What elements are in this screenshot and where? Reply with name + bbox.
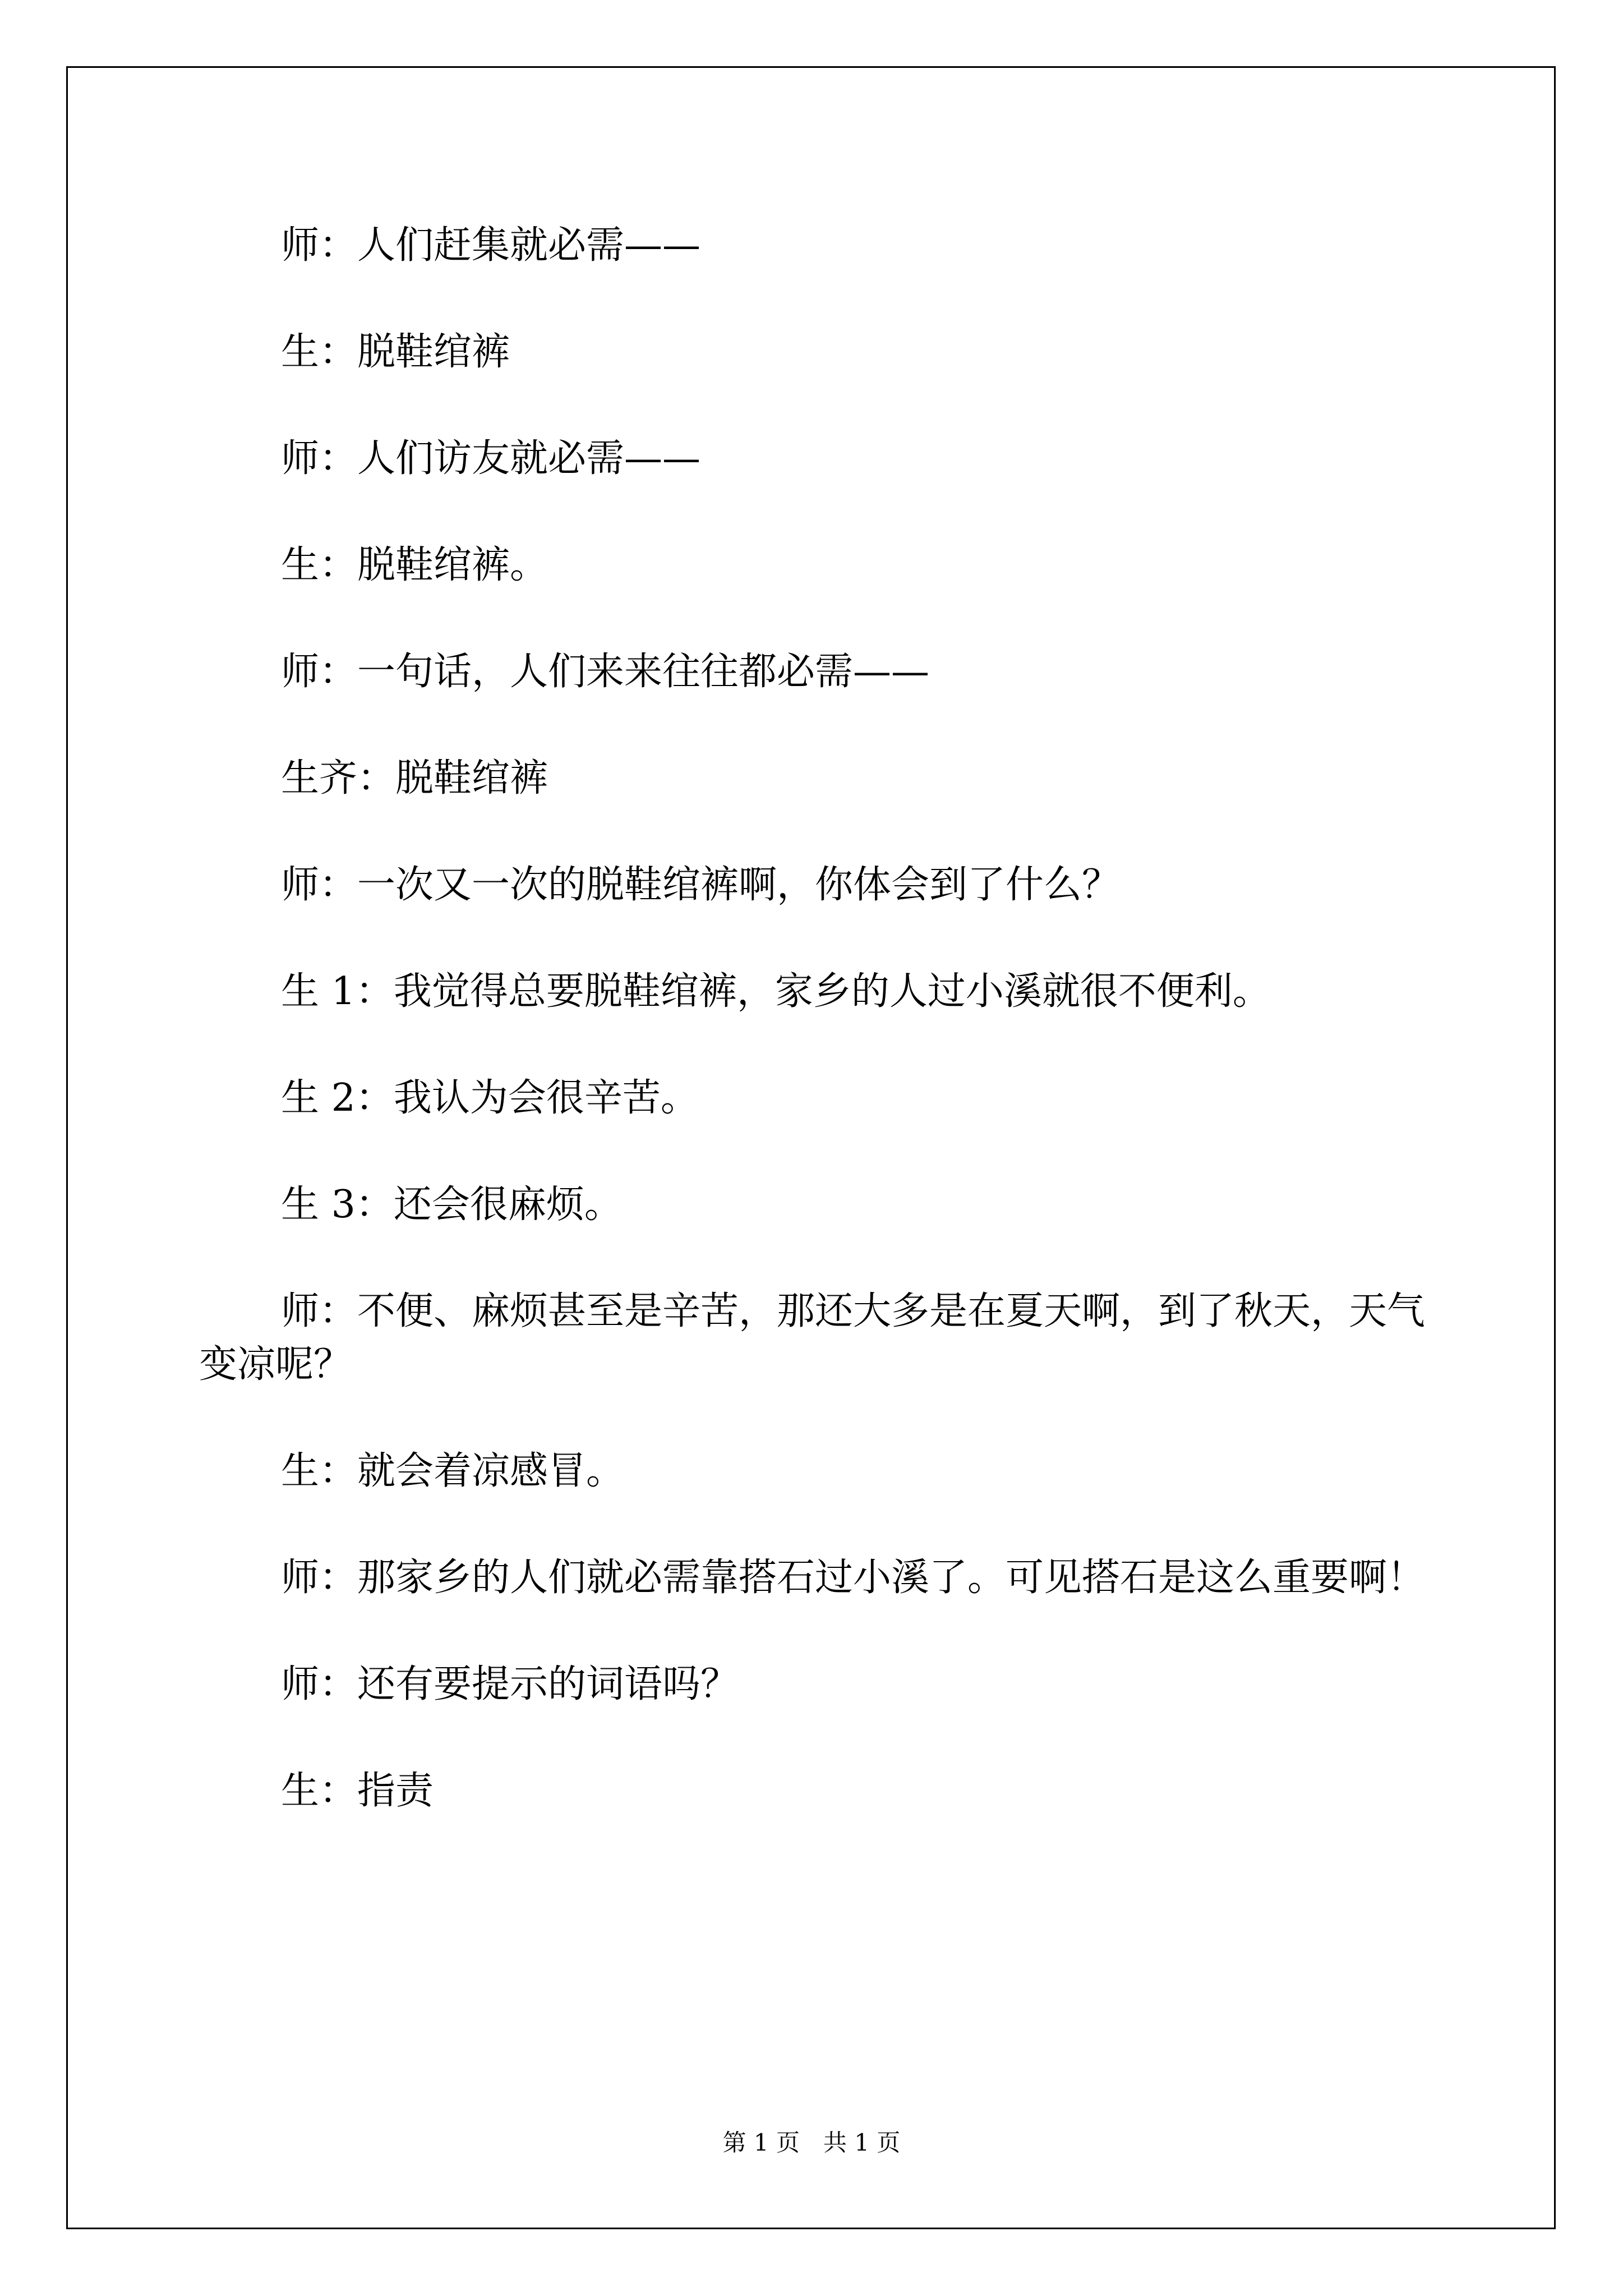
paragraph: 师：人们访友就必需—— (281, 436, 701, 481)
paragraph: 生：指责 (281, 1769, 434, 1813)
paragraph: 师：一次又一次的脱鞋绾裤啊，你体会到了什么？ (281, 863, 1121, 907)
page-footer: 第 1 页 共 1 页 (722, 2129, 901, 2156)
document-body (199, 219, 1433, 1871)
paragraph: 师：那家乡的人们就必需靠搭石过小溪了。可见搭石是这么重要啊！ (281, 1556, 1426, 1600)
paragraph: 生齐：脱鞋绾裤 (281, 756, 548, 800)
paragraph: 生 1：我觉得总要脱鞋绾裤，家乡的人过小溪就很不便利。 (281, 969, 1271, 1014)
paragraph: 生 3：还会很麻烦。 (281, 1182, 623, 1227)
paragraph: 师：人们赶集就必需—— (281, 223, 701, 268)
paragraph: 生 2：我认为会很辛苦。 (281, 1076, 699, 1120)
paragraph: 师：一句话，人们来来往往都必需—— (281, 650, 930, 694)
paragraph: 生：就会着凉感冒。 (281, 1449, 625, 1493)
paragraph: 师：还有要提示的词语吗？ (281, 1662, 739, 1706)
paragraph: 生：脱鞋绾裤 (281, 330, 510, 374)
paragraph: 师：不便、麻烦甚至是辛苦，那还大多是在夏天啊，到了秋天，天气变凉呢？ (199, 1289, 1426, 1387)
paragraph: 生：脱鞋绾裤。 (281, 543, 548, 587)
